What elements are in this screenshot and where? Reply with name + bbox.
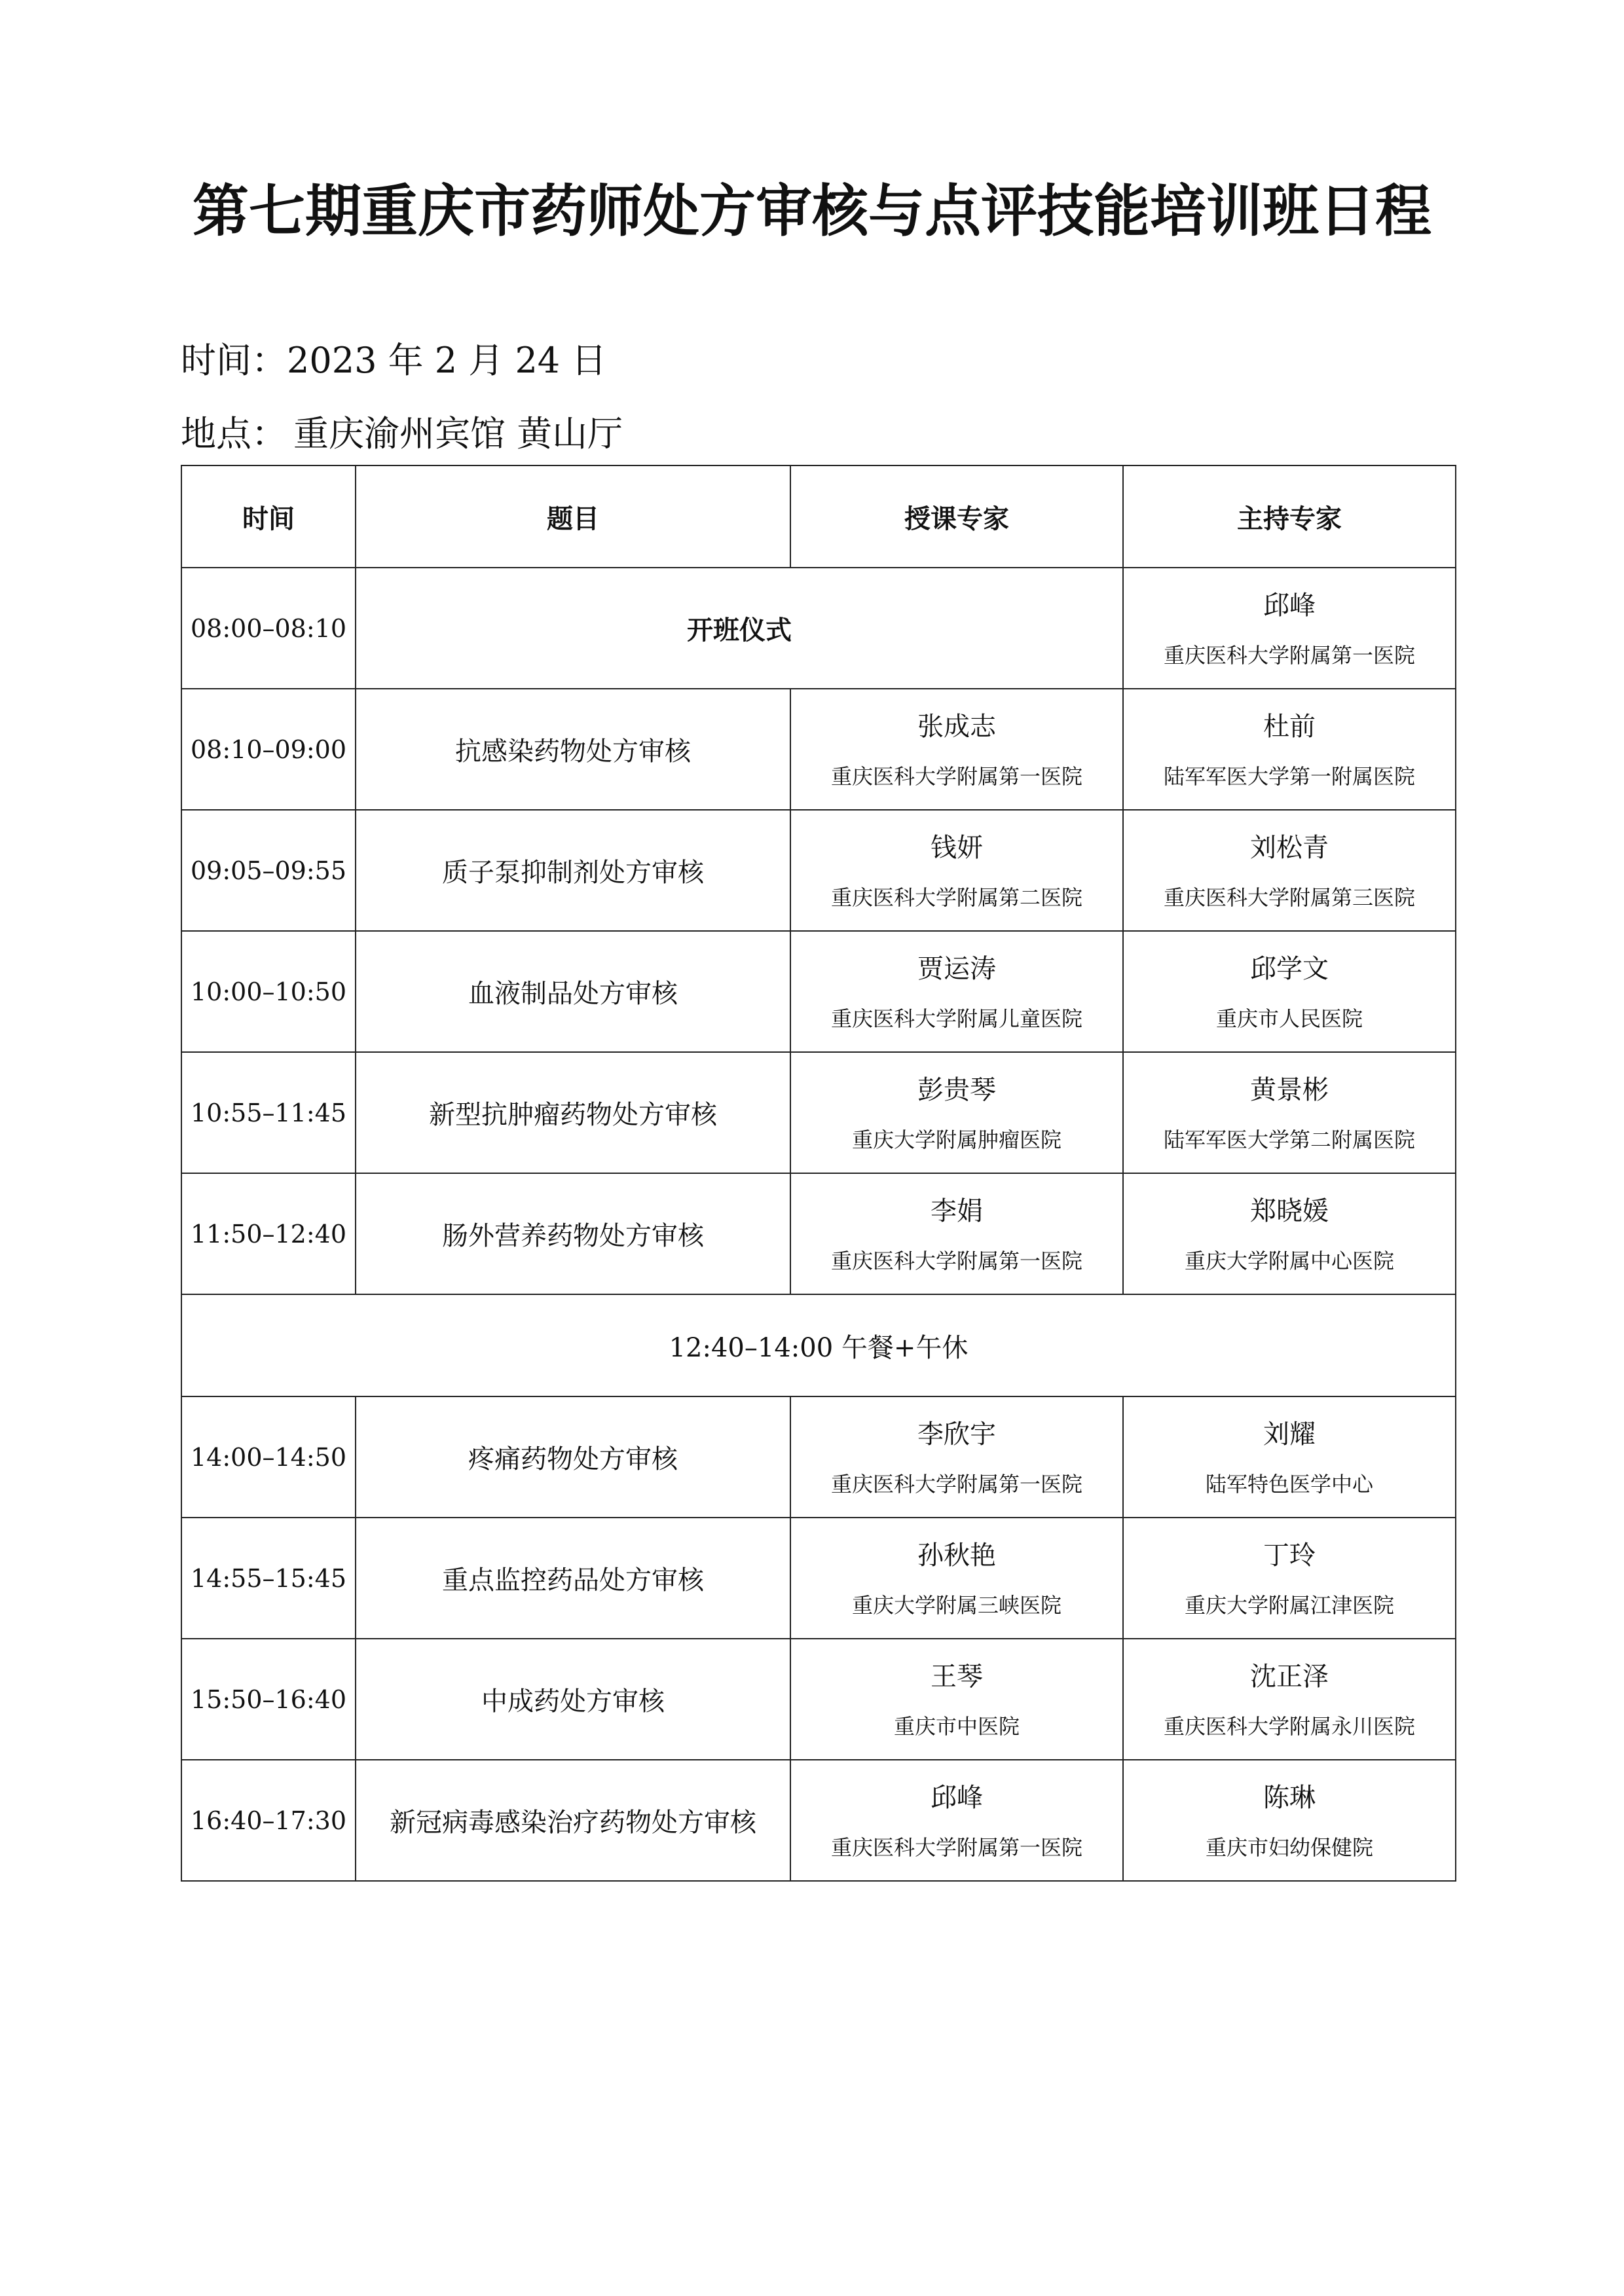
host-name: 丁玲 bbox=[1263, 1540, 1316, 1571]
session-time: 10:00–10:50 bbox=[181, 931, 356, 1052]
table-row bbox=[181, 1760, 1456, 1881]
lecturer-org: 重庆医科大学附属第二医院 bbox=[830, 884, 1082, 910]
table-header-row bbox=[181, 465, 1456, 568]
session-time: 09:05–09:55 bbox=[181, 810, 356, 931]
session-topic: 质子泵抑制剂处方审核 bbox=[356, 810, 790, 931]
session-topic: 重点监控药品处方审核 bbox=[356, 1518, 790, 1639]
session-time: 08:10–09:00 bbox=[181, 689, 356, 810]
host-name: 黄景彬 bbox=[1250, 1074, 1329, 1105]
lecturer-name: 孙秋艳 bbox=[917, 1540, 996, 1571]
session-time: 15:50–16:40 bbox=[181, 1639, 356, 1760]
host-cell bbox=[1123, 568, 1456, 689]
host-org: 陆军军医大学第一附属医院 bbox=[1163, 763, 1415, 789]
host-cell bbox=[1123, 1396, 1456, 1518]
host-cell bbox=[1123, 810, 1456, 931]
session-time: 08:00–08:10 bbox=[181, 568, 356, 689]
host-name: 邱峰 bbox=[1263, 590, 1316, 621]
lecturer-org: 重庆医科大学附属儿童医院 bbox=[830, 1006, 1082, 1031]
table-row bbox=[181, 1052, 1456, 1173]
date-label: 时间： bbox=[181, 340, 287, 381]
lecturer-name: 李欣宇 bbox=[917, 1419, 996, 1449]
table-row bbox=[181, 1173, 1456, 1294]
host-org: 陆军特色医学中心 bbox=[1205, 1471, 1373, 1497]
host-cell bbox=[1123, 1518, 1456, 1639]
lecturer-cell bbox=[790, 810, 1123, 931]
host-cell bbox=[1123, 1639, 1456, 1760]
table-row bbox=[181, 689, 1456, 810]
header-lecturer: 授课专家 bbox=[790, 465, 1123, 568]
header-time: 时间 bbox=[181, 465, 356, 568]
lecturer-org: 重庆大学附属肿瘤医院 bbox=[851, 1127, 1061, 1152]
lecturer-cell bbox=[790, 1639, 1123, 1760]
host-cell bbox=[1123, 1760, 1456, 1881]
host-org: 重庆大学附属中心医院 bbox=[1184, 1248, 1394, 1273]
lecturer-org: 重庆医科大学附属第一医院 bbox=[830, 1471, 1082, 1497]
lecturer-cell bbox=[790, 1760, 1123, 1881]
table-row bbox=[181, 1396, 1456, 1518]
lecturer-org: 重庆医科大学附属第一医院 bbox=[830, 1834, 1082, 1860]
opening-topic: 开班仪式 bbox=[356, 568, 1123, 689]
host-name: 杜前 bbox=[1263, 711, 1316, 742]
lunch-break-row bbox=[181, 1294, 1456, 1396]
host-cell bbox=[1123, 1173, 1456, 1294]
session-time: 14:55–15:45 bbox=[181, 1518, 356, 1639]
lecturer-name: 钱妍 bbox=[931, 832, 983, 863]
host-name: 邱学文 bbox=[1250, 953, 1329, 984]
document-title: 第七期重庆市药师处方审核与点评技能培训班日程 bbox=[193, 178, 1431, 244]
lecturer-name: 李娟 bbox=[931, 1195, 983, 1226]
lecturer-org: 重庆大学附属三峡医院 bbox=[851, 1592, 1061, 1618]
session-time: 14:00–14:50 bbox=[181, 1396, 356, 1518]
lecturer-name: 张成志 bbox=[917, 711, 996, 742]
lecturer-name: 彭贵琴 bbox=[917, 1074, 996, 1105]
host-org: 重庆医科大学附属第一医院 bbox=[1163, 642, 1415, 668]
host-org: 陆军军医大学第二附属医院 bbox=[1163, 1127, 1415, 1152]
lecturer-cell bbox=[790, 689, 1123, 810]
lecturer-cell bbox=[790, 1518, 1123, 1639]
session-topic: 新型抗肿瘤药物处方审核 bbox=[356, 1052, 790, 1173]
header-topic: 题目 bbox=[356, 465, 790, 568]
host-name: 刘耀 bbox=[1263, 1419, 1316, 1449]
host-org: 重庆大学附属江津医院 bbox=[1184, 1592, 1394, 1618]
host-name: 沈正泽 bbox=[1250, 1661, 1329, 1692]
lecturer-name: 贾运涛 bbox=[917, 953, 996, 984]
table-row bbox=[181, 1639, 1456, 1760]
lecturer-cell bbox=[790, 1173, 1123, 1294]
session-topic: 疼痛药物处方审核 bbox=[356, 1396, 790, 1518]
lecturer-org: 重庆医科大学附属第一医院 bbox=[830, 763, 1082, 789]
lecturer-cell bbox=[790, 931, 1123, 1052]
session-time: 10:55–11:45 bbox=[181, 1052, 356, 1173]
lecturer-name: 王琴 bbox=[931, 1661, 983, 1692]
host-org: 重庆医科大学附属第三医院 bbox=[1163, 884, 1415, 910]
host-cell bbox=[1123, 689, 1456, 810]
host-name: 陈琳 bbox=[1263, 1782, 1316, 1813]
venue-label: 地点： bbox=[181, 413, 287, 454]
session-time: 11:50–12:40 bbox=[181, 1173, 356, 1294]
session-topic: 肠外营养药物处方审核 bbox=[356, 1173, 790, 1294]
table-row bbox=[181, 1518, 1456, 1639]
lecturer-cell bbox=[790, 1052, 1123, 1173]
host-org: 重庆医科大学附属永川医院 bbox=[1163, 1713, 1415, 1739]
date-value: 2023 年 2 月 24 日 bbox=[287, 340, 607, 381]
session-topic: 中成药处方审核 bbox=[356, 1639, 790, 1760]
venue-value: 重庆渝州宾馆 黄山厅 bbox=[293, 413, 623, 454]
host-cell bbox=[1123, 1052, 1456, 1173]
lecturer-cell bbox=[790, 1396, 1123, 1518]
host-org: 重庆市人民医院 bbox=[1215, 1006, 1363, 1031]
lecturer-org: 重庆医科大学附属第一医院 bbox=[830, 1248, 1082, 1273]
host-cell bbox=[1123, 931, 1456, 1052]
session-time: 16:40–17:30 bbox=[181, 1760, 356, 1881]
opening-row bbox=[181, 568, 1456, 689]
session-topic: 新冠病毒感染治疗药物处方审核 bbox=[356, 1760, 790, 1881]
host-org: 重庆市妇幼保健院 bbox=[1205, 1834, 1373, 1860]
table-row bbox=[181, 931, 1456, 1052]
header-host: 主持专家 bbox=[1123, 465, 1456, 568]
session-topic: 血液制品处方审核 bbox=[356, 931, 790, 1052]
host-name: 刘松青 bbox=[1250, 832, 1329, 863]
session-topic: 抗感染药物处方审核 bbox=[356, 689, 790, 810]
schedule-date bbox=[181, 338, 606, 384]
lecturer-org: 重庆市中医院 bbox=[893, 1713, 1020, 1739]
schedule-table bbox=[181, 465, 1456, 1882]
schedule-venue bbox=[181, 411, 623, 457]
table-row bbox=[181, 810, 1456, 931]
host-name: 郑晓媛 bbox=[1250, 1195, 1329, 1226]
lunch-break: 12:40–14:00 午餐+午休 bbox=[181, 1294, 1456, 1396]
lecturer-name: 邱峰 bbox=[931, 1782, 983, 1813]
